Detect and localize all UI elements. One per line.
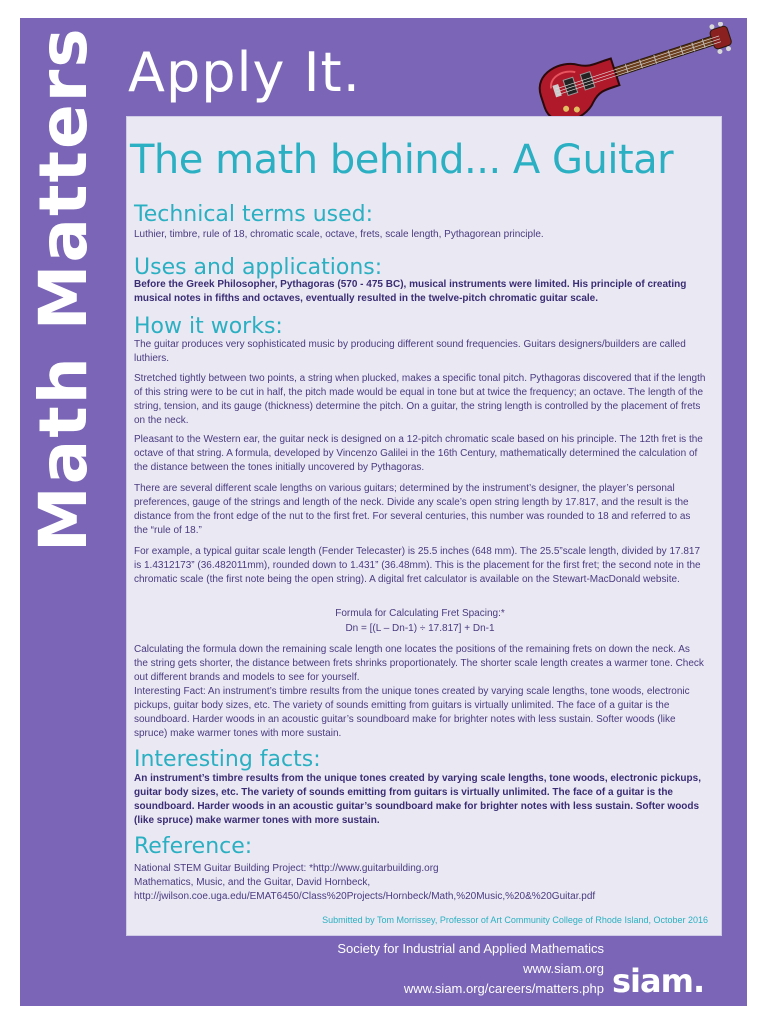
uses-text: Before the Greek Philosopher, Pythagoras (570 - 475 BC), musical instruments were limited. His principle of creating musical notes in fifths and octaves, eventually resulted in the twelve-pitch chromatic guitar scale. (134, 279, 687, 304)
how-p5: For example, a typical guitar scale length (Fender Telecaster) is 25.5 inches (648 mm). The 25.5”scale length, divided by 17.817 is 1.4312173” (36.482011mm), rounded down to 1.431” (36.48mm). This is the placement for the first fret; the second note in the chromatic scale (the first note being the open string). A digital fret calculator is available on the Stewart-MacDonald website. (134, 546, 701, 585)
how-it-works-heading: How it works: (134, 314, 283, 339)
interesting-facts-heading: Interesting facts: (134, 747, 321, 772)
page-title: The math behind... A Guitar (130, 137, 674, 183)
apply-it-heading: Apply It. (128, 41, 361, 104)
footer-org: Society for Industrial and Applied Mathematics (337, 941, 604, 956)
formula-title: Formula for Calculating Fret Spacing:* (335, 608, 505, 619)
how-p1: The guitar produces very sophisticated music by producing different sound frequencies. Guitars designers/builders are called luthiers. (134, 339, 686, 364)
how-p4: There are several different scale lengths on various guitars; determined by the instrument’s designer, the player’s personal preferences, gauge of the strings and length of the neck. Divide any scale’s open string length by 17.817, and the result is the distance from the front edge of the nut to the first fret. For several centuries, this number was rounded to 18 and referred to as the “rule of 18.” (134, 483, 691, 536)
siam-logo: siam. (612, 962, 705, 1000)
how-p7: Interesting Fact: An instrument’s timbre results from the unique tones created by varying scale lengths, tone woods, electronic pickups, guitar body sizes, etc. The variety of sounds emitting from guitars is virtually unlimited. The face of a guitar is the soundboard. Harder woods in an acoustic guitar’s soundboard make for brighter notes with less sustain. Softer woods (like spruce) make warmer tones with more sustain. (134, 686, 690, 739)
how-p2: Stretched tightly between two points, a string when plucked, makes a specific tonal pitch. Pythagoras discovered that if the length of this string were to be cut in half, the pitch made would be equal in tone but at twice the frequency; an octave. The length of the string, tension, and its gauge (thickness) determine the pitch. On a guitar, the string length is controlled by the placement of frets on the neck. (134, 373, 706, 426)
uses-heading: Uses and applications: (134, 255, 383, 280)
reference-line-1: National STEM Guitar Building Project: *http://www.guitarbuilding.org (134, 863, 439, 874)
technical-terms-text: Luthier, timbre, rule of 18, chromatic scale, octave, frets, scale length, Pythagorean principle. (134, 229, 544, 240)
interesting-facts-text: An instrument’s timbre results from the unique tones created by varying scale lengths, tone woods, electronic pickups, guitar body sizes, etc. The variety of sounds emitting from guitars is virtually unlimited. The face of a guitar is the soundboard. Harder woods in an acoustic guitar’s soundboard make for brighter notes with less sustain. Softer woods (like spruce) make warmer tones with more sustain. (134, 773, 701, 826)
formula: Dn = [(L – Dn-1) ÷ 17.817] + Dn-1 (345, 623, 495, 634)
how-p6: Calculating the formula down the remaining scale length one locates the positions of the remaining frets on down the neck. As the string gets shorter, the distance between frets shrinks proportionately. The shorter scale length creates a warmer tone. Check out different brands and models to see for yourself. (134, 644, 704, 683)
submitted-by: Submitted by Tom Morrissey, Professor of Art Community College of Rhode Island, October 2016 (322, 915, 708, 925)
footer-url-2[interactable]: www.siam.org/careers/matters.php (403, 981, 604, 996)
how-p3: Pleasant to the Western ear, the guitar neck is designed on a 12-pitch chromatic scale based on his principle. The 12th fret is the octave of that string. A formula, developed by Vincenzo Galilei in the 16th Century, mathematically determined the calculation of the distance between the tones initially uncovered by Pythagoras. (134, 434, 703, 473)
side-title-math-matters: Math Matters (25, 26, 102, 552)
footer-url-1[interactable]: www.siam.org (523, 961, 604, 976)
technical-terms-heading: Technical terms used: (134, 202, 374, 227)
reference-heading: Reference: (134, 834, 253, 859)
reference-line-2: Mathematics, Music, and the Guitar, David Hornbeck, http://jwilson.coe.uga.edu/EMAT6450/Class%20Projects/Hornbeck/Math,%20Music,%20&%20Guitar.pdf (134, 877, 596, 902)
